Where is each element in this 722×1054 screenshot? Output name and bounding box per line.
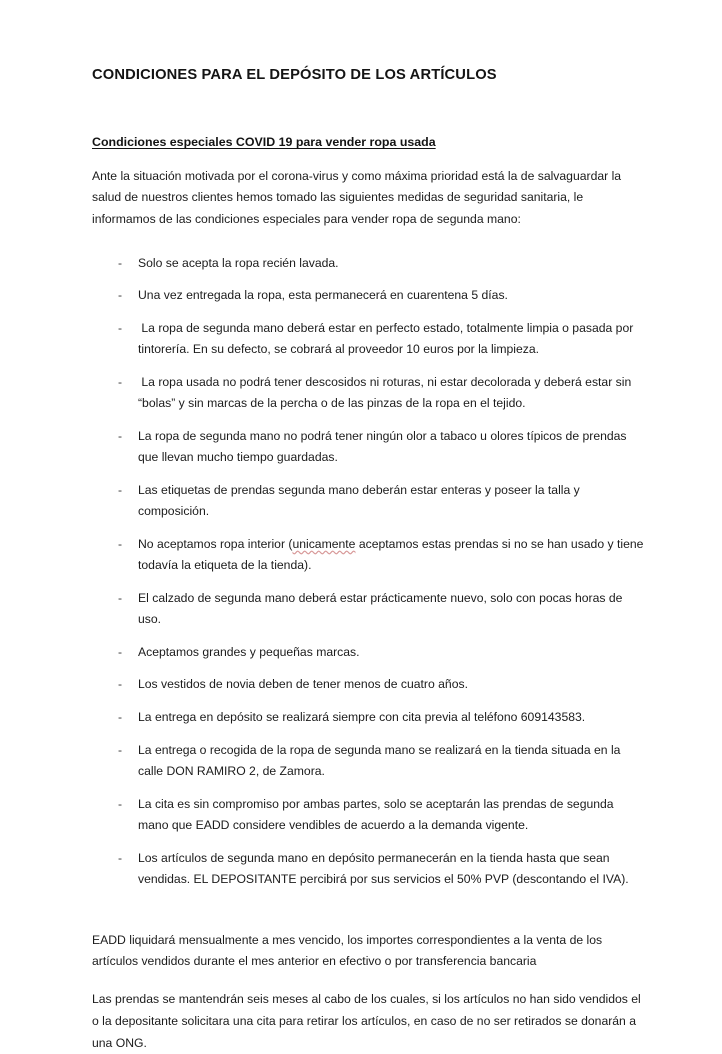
list-item-text: Una vez entregada la ropa, esta permanecerá en cuarentena 5 días. [138, 288, 508, 303]
bullet-marker: - [118, 677, 123, 692]
list-item-with-spellcheck [92, 534, 644, 576]
text-before-misspelling: No aceptamos ropa interior ( [138, 536, 293, 551]
bullet-marker: - [118, 710, 123, 725]
closing-paragraph-retention: Las prendas se mantendrán seis meses al cabo de los cuales, si los artículos no han sido vendidos el o la depositante solicitara una cita para retirar los artículos, en caso de no ser retirados se donarán a una ONG. [92, 992, 641, 1050]
bullet-marker: - [118, 536, 123, 551]
misspelled-word: unicamente [292, 536, 356, 551]
list-item [92, 848, 644, 890]
list-item-text [138, 537, 643, 572]
list-item [92, 426, 644, 468]
bullet-marker: - [118, 255, 123, 270]
list-item [92, 318, 644, 360]
bullet-marker: - [118, 850, 123, 865]
closing-paragraph-settlement: EADD liquidará mensualmente a mes vencido, los importes correspondientes a la venta de los artículos vendidos durante el mes anterior en efectivo o por transferencia bancaria [92, 932, 603, 969]
list-item [92, 253, 644, 274]
bullet-marker: - [118, 742, 123, 757]
section-subtitle [92, 84, 652, 150]
bullet-marker: - [118, 590, 123, 605]
bullet-marker: - [118, 796, 123, 811]
bullet-marker: - [118, 482, 123, 497]
list-item-text: La ropa usada no podrá tener descosidos ni roturas, ni estar decolorada y deberá estar sin “bolas” y sin marcas de la percha o de las pinzas de la ropa en el tejido. [138, 375, 632, 411]
list-item [92, 588, 644, 630]
conditions-list [92, 231, 644, 891]
list-item [92, 674, 644, 695]
list-item [92, 285, 644, 306]
list-item-text: La ropa de segunda mano deberá estar en perfecto estado, totalmente limpia o pasada por tintorería. En su defecto, se cobrará al proveedor 10 euros por la limpieza. [138, 321, 634, 357]
list-item [92, 642, 644, 663]
list-item-text: El calzado de segunda mano deberá estar prácticamente nuevo, solo con pocas horas de uso. [138, 590, 623, 626]
page-title: CONDICIONES PARA EL DEPÓSITO DE LOS ARTÍCULOS [92, 67, 497, 83]
intro-paragraph: Ante la situación motivada por el corona-virus y como máxima prioridad está la de salvaguardar la salud de nuestros clientes hemos tomado las siguientes medidas de seguridad sanitaria, le informamos de las condiciones especiales para vender ropa de segunda mano: [92, 168, 622, 226]
bullet-marker: - [118, 375, 123, 390]
list-item [92, 707, 644, 728]
list-item-text: Solo se acepta la ropa recién lavada. [138, 255, 339, 270]
text-after-misspelling: aceptamos estas prendas si no se han usado y tiene todavía la etiqueta de la tienda). [138, 536, 644, 573]
list-item-text: La cita es sin compromiso por ambas partes, solo se aceptarán las prendas de segunda mano que EADD considere vendibles de acuerdo a la demanda vigente. [138, 796, 614, 833]
list-item [92, 740, 644, 782]
list-item-text: La entrega en depósito se realizará siempre con cita previa al teléfono 609143583. [138, 710, 586, 725]
list-item [92, 372, 644, 414]
bullet-marker: - [118, 321, 123, 336]
bullet-marker: - [118, 644, 123, 659]
section-subtitle-text: Condiciones especiales COVID 19 para vender ropa usada [92, 135, 436, 150]
bullet-marker: - [118, 428, 123, 443]
list-item-text: Los artículos de segunda mano en depósito permanecerán en la tienda hasta que sean vendidas. EL DEPOSITANTE percibirá por sus servicios el 50% PVP (descontando el IVA). [138, 850, 629, 886]
document-content [92, 0, 652, 1054]
list-item-text: Las etiquetas de prendas segunda mano deberán estar enteras y poseer la talla y composición. [138, 482, 580, 519]
list-item-text: Aceptamos grandes y pequeñas marcas. [138, 644, 360, 659]
bullet-marker: - [118, 288, 123, 303]
list-item [92, 480, 644, 522]
list-item-text: Los vestidos de novia deben de tener menos de cuatro años. [138, 677, 468, 692]
list-item [92, 794, 644, 836]
list-item-text: La ropa de segunda mano no podrá tener ningún olor a tabaco u olores típicos de prendas que llevan mucho tiempo guardadas. [138, 428, 627, 465]
list-item-text: La entrega o recogida de la ropa de segunda mano se realizará en la tienda situada en la calle DON RAMIRO 2, de Zamora. [138, 742, 621, 779]
